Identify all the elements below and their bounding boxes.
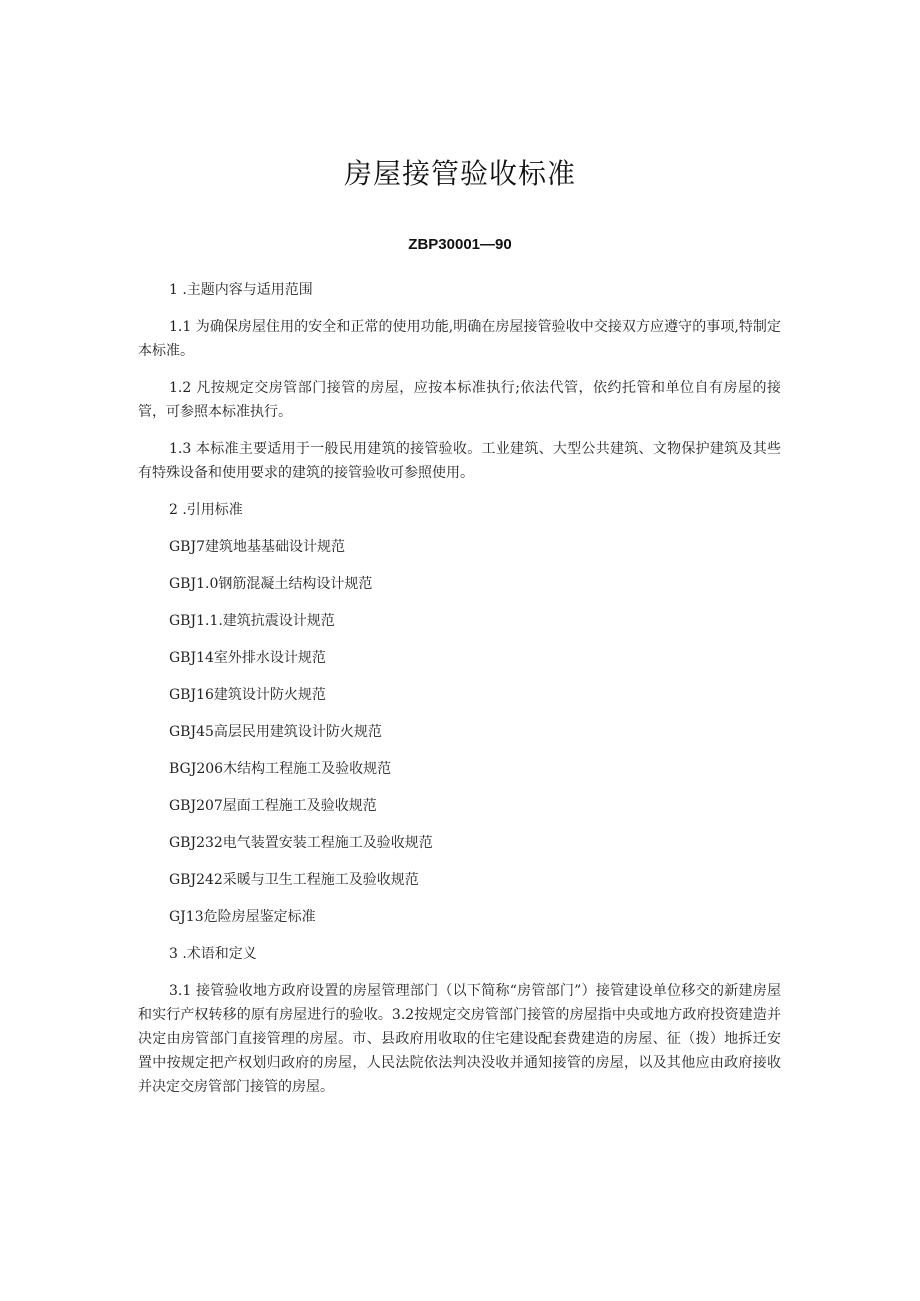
- reference-item: GJ13危险房屋鉴定标准: [169, 909, 316, 925]
- reference-item: BGJ206木结构工程施工及验收规范: [169, 761, 392, 777]
- reference-item: GBJ207屋面工程施工及验收规范: [169, 798, 377, 814]
- section-heading-1: 1 .主题内容与适用范围: [169, 282, 313, 298]
- paragraph-3-1: 3.1 接管验收地方政府设置的房屋管理部门（以下简称“房管部门”）接管建设单位移交的新建房屋和实行产权转移的原有房屋进行的验收。3.2按规定交房管部门接管的房屋指中央或地方政府投资建造并决定由房管部门直接管理的房屋。市、县政府用收取的住宅建设配套费建造的房屋、征（拨）地拆迁安置中按规定把产权划归政府的房屋，人民法院依法判决没收并通知接管的房屋，以及其他应由政府接收并决定交房管部门接管的房屋。: [138, 983, 781, 1095]
- section-heading-3: 3 .术语和定义: [169, 946, 257, 962]
- section-heading-2: 2 .引用标准: [169, 502, 243, 518]
- reference-item: GBJ16建筑设计防火规范: [169, 687, 326, 703]
- reference-item: GBJ14室外排水设计规范: [169, 650, 326, 666]
- paragraph-1-1: 1.1 为确保房屋住用的安全和正常的使用功能,明确在房屋接管验收中交接双方应遵守的事项,特制定本标准。: [138, 319, 781, 359]
- reference-item: GBJ7建筑地基基础设计规范: [169, 539, 345, 555]
- paragraph-1-3: 1.3 本标准主要适用于一般民用建筑的接管验收。工业建筑、大型公共建筑、文物保护建筑及其些有特殊设备和使用要求的建筑的接管验收可参照使用。: [138, 441, 781, 481]
- reference-item: GBJ45高层民用建筑设计防火规范: [169, 724, 382, 740]
- reference-list: [138, 535, 781, 929]
- reference-item: GBJ242采暖与卫生工程施工及验收规范: [169, 872, 419, 888]
- reference-item: GBJ1.0钢筋混凝土结构设计规范: [169, 576, 373, 592]
- document-body: [138, 278, 781, 1112]
- standard-code: ZBP30001—90: [408, 236, 512, 253]
- document-title: 房屋接管验收标准: [343, 157, 576, 190]
- paragraph-1-2: 1.2 凡按规定交房管部门接管的房屋，应按本标准执行;依法代管，依约托管和单位自有房屋的接管，可参照本标准执行。: [138, 380, 781, 420]
- reference-item: GBJ1.1.建筑抗震设计规范: [169, 613, 335, 629]
- reference-item: GBJ232电气装置安装工程施工及验收规范: [169, 835, 433, 851]
